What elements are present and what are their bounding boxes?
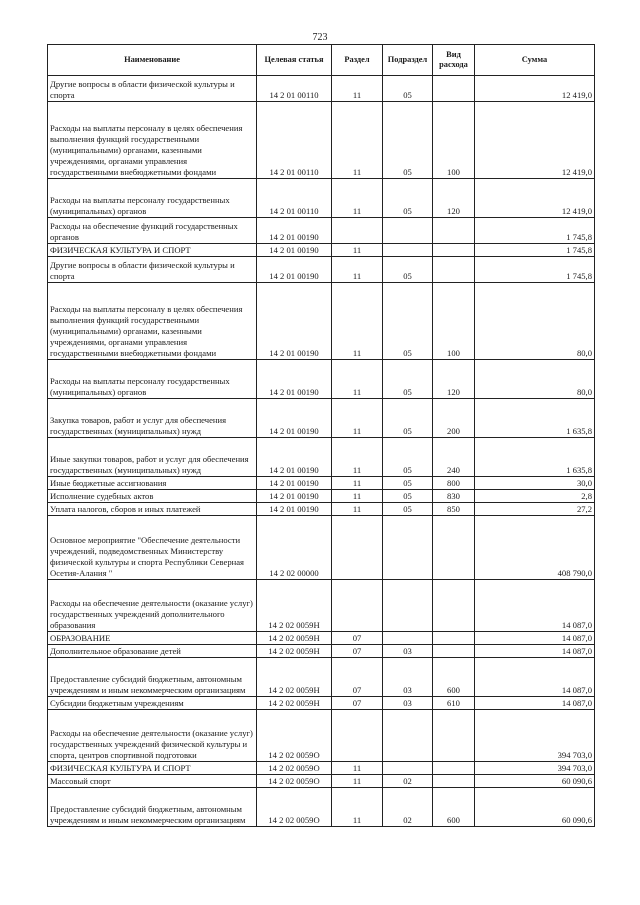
cell-code: 14 2 01 00110: [257, 179, 332, 218]
table-row: [48, 710, 595, 762]
cell-subsection: 05: [383, 503, 433, 516]
cell-subsection: 02: [383, 775, 433, 788]
cell-subsection: 03: [383, 645, 433, 658]
cell-name: Расходы на выплаты персоналу государственных (муниципальных) органов: [48, 360, 257, 399]
cell-section: 11: [332, 76, 383, 102]
cell-code: 14 2 02 0059О: [257, 710, 332, 762]
cell-subsection: 05: [383, 477, 433, 490]
header-section: Раздел: [332, 45, 383, 76]
cell-code: 14 2 02 0059О: [257, 762, 332, 775]
table-row: [48, 399, 595, 438]
cell-expense-type: [433, 580, 475, 632]
cell-subsection: 02: [383, 788, 433, 827]
cell-code: 14 2 01 00190: [257, 477, 332, 490]
table-row: [48, 490, 595, 503]
table-row: [48, 102, 595, 179]
cell-subsection: [383, 762, 433, 775]
cell-sum: 12 419,0: [475, 179, 595, 218]
cell-expense-type: 100: [433, 102, 475, 179]
cell-code: 14 2 02 0059Н: [257, 632, 332, 645]
table-row: [48, 503, 595, 516]
cell-name: Расходы на выплаты персоналу государственных (муниципальных) органов: [48, 179, 257, 218]
cell-name: Иные бюджетные ассигнования: [48, 477, 257, 490]
cell-section: 11: [332, 477, 383, 490]
cell-code: 14 2 02 0059Н: [257, 697, 332, 710]
cell-sum: 1 745,8: [475, 257, 595, 283]
cell-section: 11: [332, 762, 383, 775]
cell-section: 07: [332, 697, 383, 710]
cell-sum: 12 419,0: [475, 76, 595, 102]
cell-sum: 1 745,8: [475, 218, 595, 244]
cell-name: Иные закупки товаров, работ и услуг для обеспечения государственных (муниципальных) нужд: [48, 438, 257, 477]
cell-expense-type: 120: [433, 179, 475, 218]
cell-sum: 14 087,0: [475, 632, 595, 645]
table-row: [48, 658, 595, 697]
cell-name: Предоставление субсидий бюджетным, автономным учреждениям и иным некоммерческим организациям: [48, 788, 257, 827]
cell-sum: 14 087,0: [475, 580, 595, 632]
cell-expense-type: [433, 257, 475, 283]
cell-expense-type: 850: [433, 503, 475, 516]
page-number: 723: [312, 32, 328, 43]
cell-sum: 30,0: [475, 477, 595, 490]
cell-sum: 14 087,0: [475, 645, 595, 658]
cell-section: 11: [332, 283, 383, 360]
table-row: [48, 632, 595, 645]
cell-code: 14 2 01 00110: [257, 76, 332, 102]
cell-expense-type: 200: [433, 399, 475, 438]
header-name: Наименование: [48, 45, 257, 76]
header-subsection: Подраздел: [383, 45, 433, 76]
cell-sum: 14 087,0: [475, 658, 595, 697]
cell-sum: 14 087,0: [475, 697, 595, 710]
cell-expense-type: 830: [433, 490, 475, 503]
table-row: [48, 283, 595, 360]
cell-code: 14 2 02 0059Н: [257, 658, 332, 697]
cell-subsection: [383, 516, 433, 580]
cell-subsection: 05: [383, 438, 433, 477]
table-row: [48, 76, 595, 102]
cell-subsection: [383, 580, 433, 632]
cell-expense-type: 120: [433, 360, 475, 399]
table-row: [48, 645, 595, 658]
cell-name: Уплата налогов, сборов и иных платежей: [48, 503, 257, 516]
header-expense-type: Вид расхода: [433, 45, 475, 76]
table-row: [48, 257, 595, 283]
cell-section: 11: [332, 244, 383, 257]
cell-section: [332, 710, 383, 762]
cell-expense-type: 100: [433, 283, 475, 360]
cell-section: 11: [332, 257, 383, 283]
cell-expense-type: [433, 632, 475, 645]
cell-code: 14 2 01 00190: [257, 503, 332, 516]
cell-subsection: 05: [383, 283, 433, 360]
cell-expense-type: [433, 762, 475, 775]
cell-section: [332, 580, 383, 632]
budget-table: [47, 44, 595, 827]
cell-code: 14 2 02 0059Н: [257, 645, 332, 658]
table-header-row: [48, 45, 595, 76]
cell-subsection: 05: [383, 360, 433, 399]
cell-sum: 394 703,0: [475, 762, 595, 775]
cell-code: 14 2 01 00190: [257, 360, 332, 399]
cell-expense-type: 610: [433, 697, 475, 710]
cell-sum: 27,2: [475, 503, 595, 516]
cell-section: 11: [332, 438, 383, 477]
table-body: [48, 76, 595, 827]
table-row: [48, 477, 595, 490]
cell-code: 14 2 01 00190: [257, 438, 332, 477]
cell-name: Расходы на выплаты персоналу в целях обеспечения выполнения функций государственными (муниципальными) органами, казенными учреждениями, органами управления государственными внебюджетными фондами: [48, 102, 257, 179]
cell-section: 07: [332, 658, 383, 697]
cell-section: 11: [332, 360, 383, 399]
cell-code: 14 2 02 0059Н: [257, 580, 332, 632]
cell-subsection: 05: [383, 490, 433, 503]
cell-name: Расходы на обеспечение деятельности (оказание услуг) государственных учреждений дополнительного образования: [48, 580, 257, 632]
header-code: Целевая статья: [257, 45, 332, 76]
cell-subsection: 05: [383, 257, 433, 283]
cell-subsection: 03: [383, 658, 433, 697]
cell-section: 11: [332, 775, 383, 788]
cell-sum: 80,0: [475, 360, 595, 399]
table-row: [48, 775, 595, 788]
table-row: [48, 438, 595, 477]
table-row: [48, 179, 595, 218]
table-row: [48, 762, 595, 775]
header-sum: Сумма: [475, 45, 595, 76]
cell-expense-type: 800: [433, 477, 475, 490]
cell-code: 14 2 01 00190: [257, 257, 332, 283]
cell-expense-type: [433, 76, 475, 102]
cell-expense-type: 600: [433, 788, 475, 827]
cell-subsection: [383, 244, 433, 257]
cell-name: Другие вопросы в области физической культуры и спорта: [48, 257, 257, 283]
cell-name: ФИЗИЧЕСКАЯ КУЛЬТУРА И СПОРТ: [48, 762, 257, 775]
table-row: [48, 244, 595, 257]
cell-code: 14 2 01 00190: [257, 399, 332, 438]
cell-code: 14 2 02 00000: [257, 516, 332, 580]
table-row: [48, 218, 595, 244]
cell-sum: 1 635,8: [475, 399, 595, 438]
cell-expense-type: [433, 775, 475, 788]
cell-name: Дополнительное образование детей: [48, 645, 257, 658]
table-row: [48, 788, 595, 827]
cell-name: Закупка товаров, работ и услуг для обеспечения государственных (муниципальных) нужд: [48, 399, 257, 438]
cell-subsection: [383, 218, 433, 244]
cell-name: Предоставление субсидий бюджетным, автономным учреждениям и иным некоммерческим организациям: [48, 658, 257, 697]
cell-code: 14 2 01 00110: [257, 102, 332, 179]
cell-subsection: 05: [383, 179, 433, 218]
table-row: [48, 697, 595, 710]
cell-section: 07: [332, 645, 383, 658]
cell-section: 11: [332, 102, 383, 179]
cell-expense-type: 240: [433, 438, 475, 477]
cell-subsection: 03: [383, 697, 433, 710]
cell-code: 14 2 01 00190: [257, 244, 332, 257]
cell-code: 14 2 02 0059О: [257, 788, 332, 827]
cell-section: 07: [332, 632, 383, 645]
cell-section: 11: [332, 503, 383, 516]
cell-name: Расходы на обеспечение функций государственных органов: [48, 218, 257, 244]
cell-name: Массовый спорт: [48, 775, 257, 788]
cell-subsection: 05: [383, 399, 433, 438]
cell-section: 11: [332, 788, 383, 827]
cell-expense-type: [433, 710, 475, 762]
cell-section: [332, 218, 383, 244]
cell-sum: 2,8: [475, 490, 595, 503]
cell-expense-type: [433, 516, 475, 580]
cell-sum: 408 790,0: [475, 516, 595, 580]
cell-name: Другие вопросы в области физической культуры и спорта: [48, 76, 257, 102]
table-row: [48, 360, 595, 399]
cell-name: Исполнение судебных актов: [48, 490, 257, 503]
cell-section: [332, 516, 383, 580]
cell-name: ОБРАЗОВАНИЕ: [48, 632, 257, 645]
table-row: [48, 580, 595, 632]
cell-sum: 60 090,6: [475, 775, 595, 788]
cell-code: 14 2 01 00190: [257, 218, 332, 244]
cell-name: Расходы на выплаты персоналу в целях обеспечения выполнения функций государственными (муниципальными) органами, казенными учреждениями, органами управления государственными внебюджетными фондами: [48, 283, 257, 360]
cell-sum: 80,0: [475, 283, 595, 360]
cell-name: Основное мероприятие "Обеспечение деятельности учреждений, подведомственных Министерству физической культуры и спорта Республики Северная Осетия-Алания ": [48, 516, 257, 580]
cell-subsection: [383, 710, 433, 762]
cell-name: ФИЗИЧЕСКАЯ КУЛЬТУРА И СПОРТ: [48, 244, 257, 257]
cell-expense-type: [433, 244, 475, 257]
cell-subsection: [383, 632, 433, 645]
cell-name: Субсидии бюджетным учреждениям: [48, 697, 257, 710]
cell-sum: 12 419,0: [475, 102, 595, 179]
cell-name: Расходы на обеспечение деятельности (оказание услуг) государственных учреждений физической культуры и спорта, центров спортивной подготовки: [48, 710, 257, 762]
cell-expense-type: [433, 645, 475, 658]
cell-code: 14 2 01 00190: [257, 283, 332, 360]
cell-sum: 1 745,8: [475, 244, 595, 257]
cell-subsection: 05: [383, 76, 433, 102]
cell-sum: 60 090,6: [475, 788, 595, 827]
cell-expense-type: 600: [433, 658, 475, 697]
cell-expense-type: [433, 218, 475, 244]
cell-sum: 1 635,8: [475, 438, 595, 477]
cell-section: 11: [332, 490, 383, 503]
cell-subsection: 05: [383, 102, 433, 179]
cell-section: 11: [332, 399, 383, 438]
cell-section: 11: [332, 179, 383, 218]
cell-code: 14 2 01 00190: [257, 490, 332, 503]
cell-code: 14 2 02 0059О: [257, 775, 332, 788]
table-row: [48, 516, 595, 580]
cell-sum: 394 703,0: [475, 710, 595, 762]
